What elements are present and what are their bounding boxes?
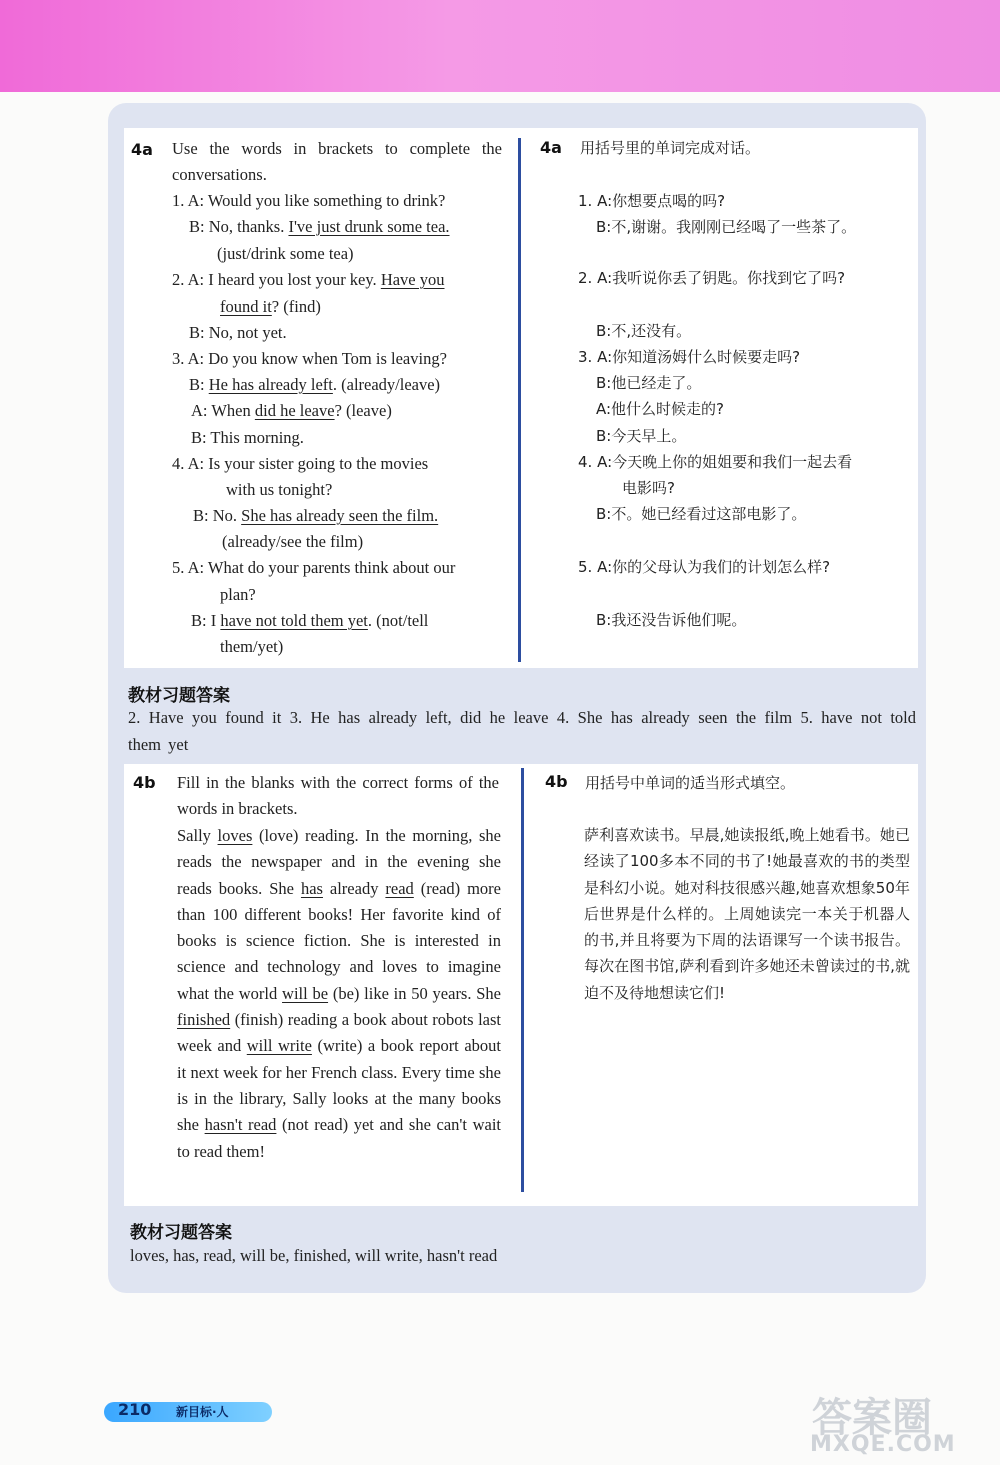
answer-blank: I've just drunk some tea. [288, 217, 450, 236]
dialogue-line: (just/drink some tea) [217, 244, 354, 263]
dialogue-line: 3. A: Do you know when Tom is leaving? [172, 349, 447, 368]
translation-instruction: 用括号里的单词完成对话。 [580, 139, 761, 157]
translation-line: B:不,谢谢。我刚刚已经喝了一些茶了。 [596, 218, 857, 236]
passage: Sally loves (love) reading. In the morning, she reads the newspaper and in the evening she reads books. She has already read (read) more than 100 different books! Her favorite kind of books is science fiction. She is interested in science and technology and loves to imagine what the world will be (be) like in 50 years. She finished (finish) reading a book about robots last week and will write (write) a book report about it next week for her French class. Every time she is in the library, Sally looks at the many books she hasn't read (not read) yet and she can't wait to read them! [177, 826, 502, 1161]
translation-line: B:今天早上。 [596, 427, 687, 445]
page-number: 210 [118, 1400, 152, 1419]
section-4a-divider [518, 138, 521, 662]
translation-instruction: 用括号中单词的适当形式填空。 [585, 774, 796, 792]
dialogue-line: (already/see the film) [222, 532, 364, 551]
translation-label: 4b [545, 772, 568, 791]
watermark-url: MXQE.COM [810, 1432, 956, 1457]
answer-blank: read [385, 878, 414, 898]
answer-blank: has [300, 878, 323, 898]
exercise-instruction: Use the words in brackets to complete the conversations. [172, 139, 502, 185]
book-title: 新目标·人 [176, 1405, 229, 1419]
dialogue-line: 2. A: I heard you lost your key. Have you [172, 270, 445, 289]
answer-blank: Have you [380, 270, 445, 289]
dialogue-line: 5. A: What do your parents think about our [172, 558, 456, 577]
answers-text: loves, has, read, will be, finished, will write, hasn't read [130, 1246, 498, 1265]
answer-blank: hasn't read [204, 1115, 277, 1135]
dialogue-line: B: No. She has already seen the film. [193, 506, 439, 525]
dialogue-line: 1. A: Would you like something to drink? [172, 191, 446, 210]
translation-line: 1. A:你想要点喝的吗? [578, 192, 726, 210]
translation-passage: 萨利喜欢读书。早晨,她读报纸,晚上她看书。她已经读了100多本不同的书了!她最喜欢的书的类型是科幻小说。她对科技很感兴趣,她喜欢想象50年后世界是什么样的。上周她读完一本关于机器人的书,并且将要为下周的法语课写一个读书报告。每次在图书馆,萨利看到许多她还未曾读过的书,就迫不及待地想读它们! [584, 826, 910, 1002]
translation-label: 4a [540, 138, 562, 157]
watermark-logo: 答案圈 [812, 1395, 932, 1441]
exercise-label: 4a [131, 140, 153, 159]
dialogue-line: B: He has already left. (already/leave) [189, 375, 441, 394]
answer-blank: have not told them yet [220, 611, 368, 630]
dialogue-line: plan? [220, 585, 256, 604]
translation-line: B:他已经走了。 [596, 374, 702, 392]
translation-line: 5. A:你的父母认为我们的计划怎么样? [578, 558, 831, 576]
answer-blank: found it [220, 297, 272, 316]
dialogue-line: found it? (find) [220, 297, 321, 316]
translation-line: A:他什么时候走的? [596, 400, 725, 418]
exercise-instruction: Fill in the blanks with the correct forms of the words in brackets. [177, 773, 499, 819]
dialogue-line: A: When did he leave? (leave) [191, 401, 392, 420]
answers-heading: 教材习题答案 [128, 686, 230, 706]
dialogue-line: 4. A: Is your sister going to the movies [172, 454, 429, 473]
translation-line: B:不。她已经看过这部电影了。 [596, 505, 807, 523]
answer-blank: He has already left [208, 375, 333, 394]
answers-heading: 教材习题答案 [130, 1223, 232, 1243]
section-4b-divider [521, 768, 524, 1192]
answer-blank: did he leave [254, 401, 335, 420]
dialogue-line: B: I have not told them yet. (not/tell [191, 611, 429, 630]
answer-blank: will write [246, 1036, 312, 1056]
dialogue-line: B: No, not yet. [189, 323, 287, 342]
exercise-label: 4b [133, 773, 156, 792]
translation-line: B:不,还没有。 [596, 322, 692, 340]
answer-blank: loves [217, 826, 253, 845]
translation-line: 电影吗? [622, 479, 675, 497]
answer-blank: She has already seen the film. [241, 506, 439, 525]
answer-blank: finished [177, 1010, 231, 1030]
dialogue-line: them/yet) [220, 637, 284, 656]
translation-line: 3. A:你知道汤姆什么时候要走吗? [578, 348, 801, 366]
translation-line: B:我还没告诉他们呢。 [596, 611, 747, 629]
dialogue-line: B: No, thanks. I've just drunk some tea. [189, 217, 450, 236]
translation-line: 2. A:我听说你丢了钥匙。你找到它了吗? [578, 269, 846, 287]
answers-text: 2. Have you found it 3. He has already left, did he leave 4. She has already seen the film 5. have not told them yet [128, 708, 916, 754]
dialogue-line: B: This morning. [191, 428, 304, 447]
top-color-band [0, 0, 1000, 92]
answer-blank: will be [282, 983, 329, 1003]
dialogue-line: with us tonight? [226, 480, 333, 499]
translation-line: 4. A:今天晚上你的姐姐要和我们一起去看 [578, 453, 853, 471]
